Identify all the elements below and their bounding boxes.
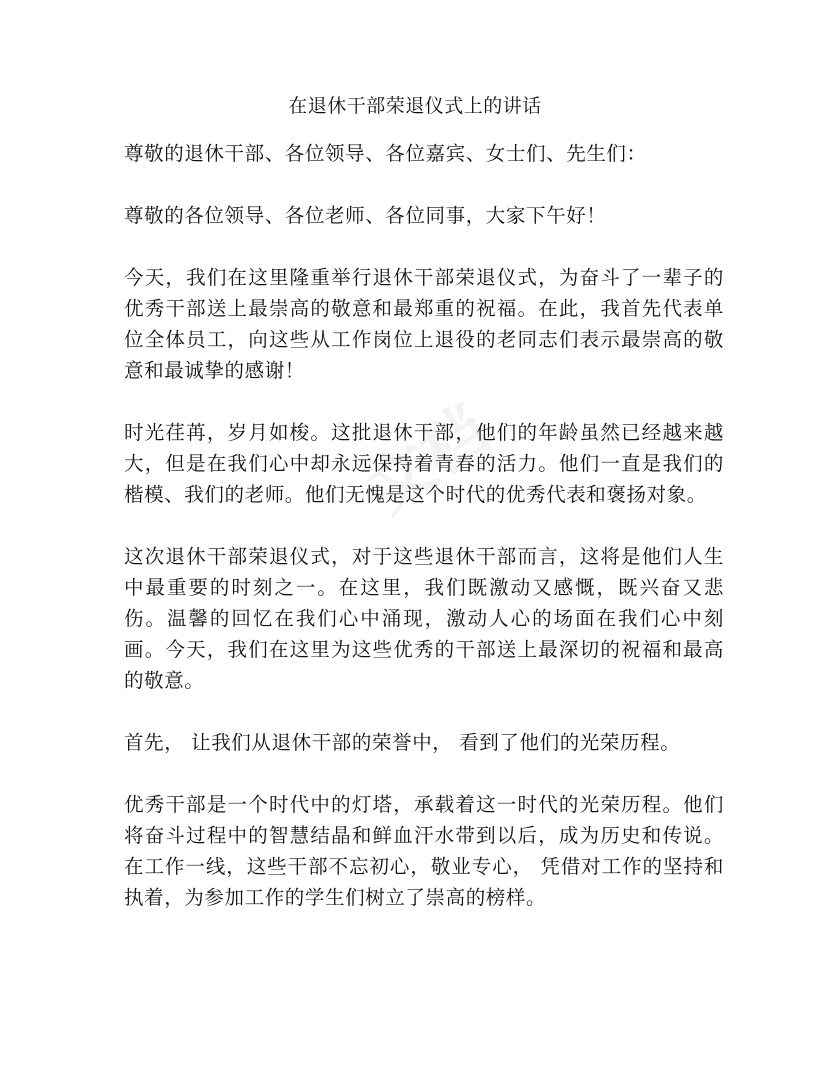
document-body <box>124 138 724 944</box>
salutation-paragraph: 尊敬的退休干部、各位领导、各位嘉宾、女士们、先生们： <box>124 142 647 165</box>
body-paragraph: 首先， 让我们从退休干部的荣誉中， 看到了他们的光荣历程。 <box>124 731 681 754</box>
document-title: 在退休干部荣退仪式上的讲话 <box>288 95 542 117</box>
body-paragraph: 今天，我们在这里隆重举行退休干部荣退仪式，为奋斗了一辈子的优秀干部送上最崇高的敬意和最郑重的祝福。在此，我首先代表单位全体员工，向这些从工作岗位上退役的老同志们表示最崇高的敬意和最诚挚的感谢！ <box>124 266 724 382</box>
body-paragraph: 时光荏苒，岁月如梭。这批退休干部，他们的年龄虽然已经越来越大，但是在我们心中却永远保持着青春的活力。他们一直是我们的楷模、我们的老师。他们无愧是这个时代的优秀代表和褒扬对象。 <box>124 421 724 506</box>
body-paragraph: 这次退休干部荣退仪式，对于这些退休干部而言，这将是他们人生中最重要的时刻之一。在这里，我们既激动又感慨，既兴奋又悲伤。温馨的回忆在我们心中涌现，激动人心的场面在我们心中刻画。今天，我们在这里为这些优秀的干部送上最深切的祝福和最高的敬意。 <box>124 545 724 692</box>
watermark: 文档 <box>354 392 502 528</box>
greeting-paragraph: 尊敬的各位领导、各位老师、各位同事，大家下午好！ <box>124 204 607 227</box>
body-paragraph: 优秀干部是一个时代中的灯塔，承载着这一时代的光荣历程。他们将奋斗过程中的智慧结晶和鲜血汗水带到以后，成为历史和传说。在工作一线，这些干部不忘初心，敬业专心， 凭借对工作的坚持和执着，为参加工作的学生们树立了崇高的榜样。 <box>124 793 724 909</box>
